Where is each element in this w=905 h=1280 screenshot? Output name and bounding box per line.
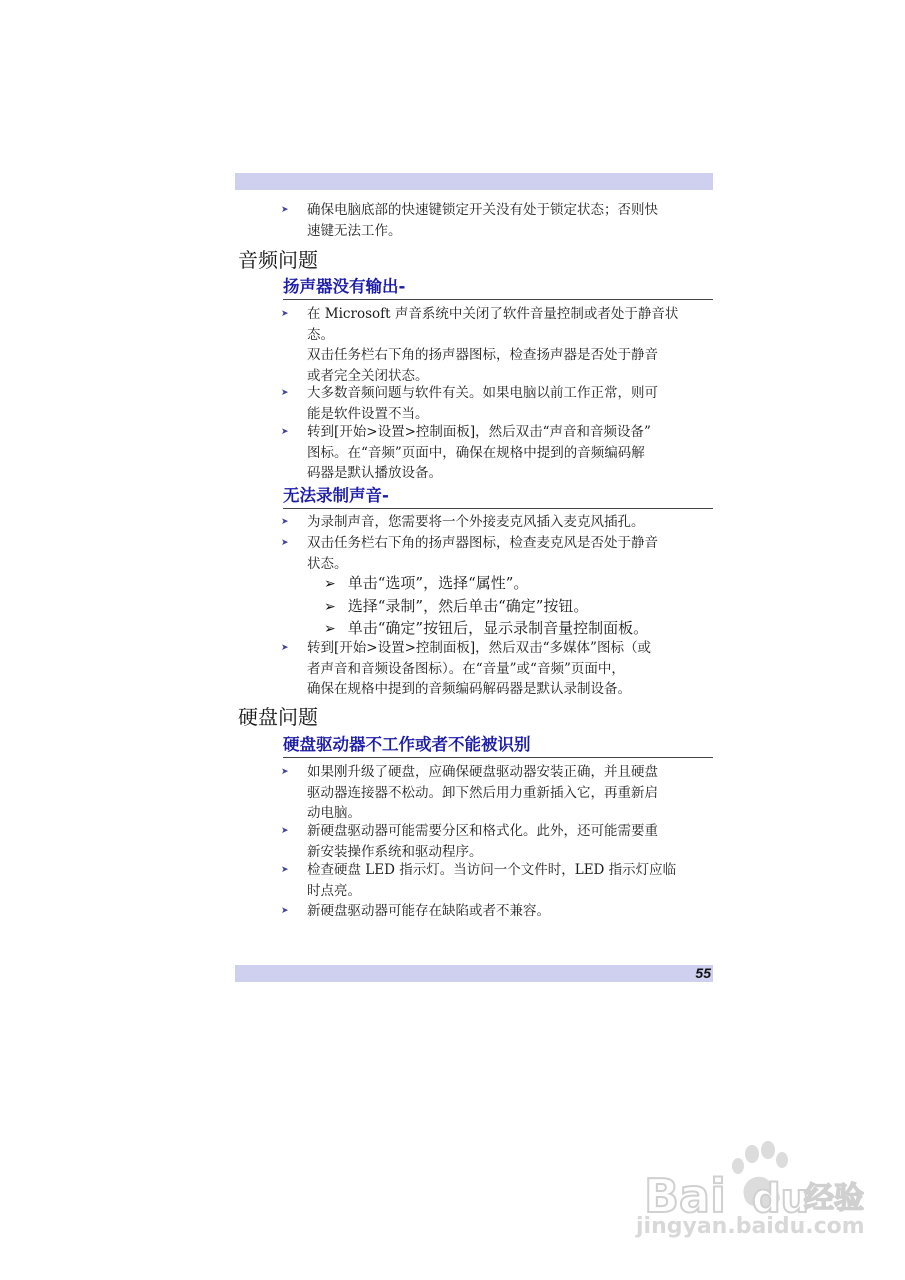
- bullet-text: 检查硬盘 LED 指示灯。当访问一个文件时，LED 指示灯应临: [307, 862, 677, 878]
- bullet-text: 状态。: [307, 555, 348, 572]
- arrow-bullet-icon: ➢: [324, 621, 336, 637]
- bullet-text: 确保电脑底部的快速键锁定开关没有处于锁定状态；否则快: [307, 202, 658, 218]
- bullet-text: 时点亮。: [307, 882, 361, 899]
- svg-text:Bai: Bai: [644, 1169, 726, 1223]
- bullet-text: 新安装操作系统和驱动程序。: [307, 843, 483, 860]
- bullet-text: 者声音和音频设备图标）。在“音量”或“音频”页面中，: [307, 660, 625, 677]
- bullet-text: 双击任务栏右下角的扬声器图标，检查麦克风是否处于静音: [307, 535, 658, 551]
- sub-bullet-text: 选择“录制”，然后单击“确定”按钮。: [347, 597, 589, 615]
- sub-list-item: [324, 617, 714, 640]
- bullet-text: 驱动器连接器不松动。卸下然后用力重新插入它，再重新启: [307, 784, 658, 801]
- subheading-no-record: 无法录制声音-: [283, 485, 713, 509]
- sub-list-item: [324, 595, 714, 618]
- arrow-bullet-icon: ➤: [281, 538, 289, 548]
- page-number: 55: [695, 965, 711, 981]
- footer-band: [235, 965, 713, 982]
- arrow-bullet-icon: ➤: [281, 906, 289, 916]
- bullet-text: 如果刚升级了硬盘，应确保硬盘驱动器安装正确，并且硬盘: [307, 764, 658, 780]
- bullet-text: 双击任务栏右下角的扬声器图标，检查扬声器是否处于静音: [307, 347, 658, 363]
- arrow-bullet-icon: ➤: [281, 517, 289, 527]
- list-item: [281, 901, 706, 922]
- list-item: [281, 533, 706, 574]
- arrow-bullet-icon: ➤: [281, 309, 289, 319]
- bullet-text: 在 Microsoft 声音系统中关闭了软件音量控制或者处于静音状: [307, 306, 679, 322]
- section-title-disk: 硬盘问题: [238, 705, 318, 729]
- section-title-audio: 音频问题: [238, 248, 318, 272]
- subheading-no-output: 扬声器没有输出-: [283, 276, 713, 300]
- header-band: [235, 173, 713, 190]
- arrow-bullet-icon: ➤: [281, 205, 289, 215]
- list-item: [281, 762, 706, 824]
- list-item: [281, 821, 706, 862]
- arrow-bullet-icon: ➤: [281, 643, 289, 653]
- arrow-bullet-icon: ➤: [281, 865, 289, 875]
- bullet-text: 大多数音频问题与软件有关。如果电脑以前工作正常，则可: [307, 385, 658, 401]
- list-item: [281, 512, 706, 533]
- arrow-bullet-icon: ➢: [324, 599, 336, 615]
- bullet-text: 图标。在“音频”页面中，确保在规格中提到的音频编码解: [307, 444, 645, 461]
- list-item: [281, 860, 706, 901]
- svg-text:du: du: [752, 1176, 810, 1222]
- bullet-text: 新硬盘驱动器可能需要分区和格式化。此外，还可能需要重: [307, 823, 658, 839]
- bullet-text: 为录制声音，您需要将一个外接麦克风插入麦克风插孔。: [307, 514, 645, 530]
- list-item: [281, 422, 706, 484]
- sub-bullet-text: 单击“确定”按钮后，显示录制音量控制面板。: [347, 619, 649, 637]
- svg-text:经验: 经验: [804, 1181, 864, 1216]
- arrow-bullet-icon: ➤: [281, 427, 289, 437]
- bullet-text: 态。: [307, 326, 334, 343]
- bullet-text: 速键无法工作。: [307, 222, 402, 239]
- watermark-url: jingyan.baidu.com: [636, 1214, 865, 1239]
- bullet-text: 确保在规格中提到的音频编码解码器是默认录制设备。: [307, 681, 631, 697]
- subheading-disk: 硬盘驱动器不工作或者不能被识别: [283, 734, 713, 758]
- arrow-bullet-icon: ➢: [324, 576, 336, 592]
- bullet-text: 或者完全关闭状态。: [307, 367, 429, 384]
- sub-bullet-text: 单击“选项”，选择“属性”。: [347, 574, 529, 592]
- sub-list-item: [324, 572, 714, 595]
- bullet-text: 转到[开始>设置>控制面板]，然后双击“多媒体”图标（或: [307, 640, 651, 656]
- list-item: [281, 638, 706, 700]
- arrow-bullet-icon: ➤: [281, 388, 289, 398]
- arrow-bullet-icon: ➤: [281, 826, 289, 836]
- bullet-text: 新硬盘驱动器可能存在缺陷或者不兼容。: [307, 903, 550, 919]
- bullet-text: 码器是默认播放设备。: [307, 465, 442, 481]
- list-item: [281, 383, 706, 424]
- bullet-text: 能是软件设置不当。: [307, 405, 429, 422]
- bullet-text: 动电脑。: [307, 805, 361, 821]
- bullet-text: 转到[开始>设置>控制面板]，然后双击“声音和音频设备”: [307, 424, 651, 440]
- list-item: [281, 304, 706, 386]
- list-item: [281, 200, 706, 241]
- arrow-bullet-icon: ➤: [281, 767, 289, 777]
